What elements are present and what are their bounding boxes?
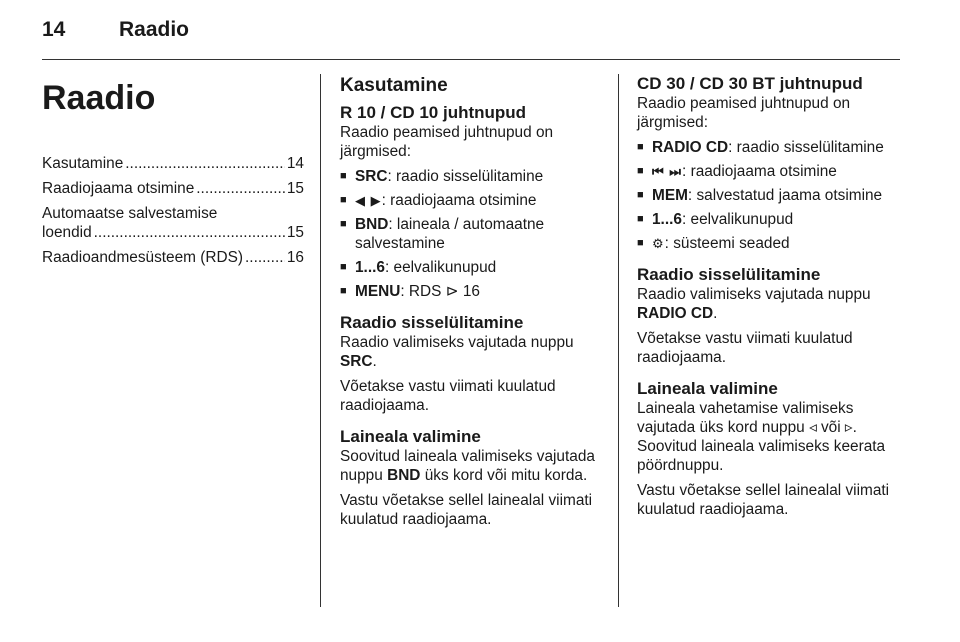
button-name: SRC	[340, 353, 373, 370]
subsection-heading-band: Laineala valimine	[637, 379, 778, 398]
band-note: Vastu võetakse sellel lainealal viimati kuulatud raadiojaama.	[340, 492, 593, 528]
control-desc: : RDS ⊳ 16	[400, 283, 480, 300]
control-item	[340, 167, 606, 186]
controls-intro: Raadio peamised juhtnupud on järgmised:	[637, 95, 851, 131]
control-desc: : raadio sisselülitamine	[387, 168, 544, 185]
toc-entry[interactable]	[42, 179, 304, 198]
control-desc: : raadio sisselülitamine	[728, 139, 884, 156]
toc-entry-title: Raadioandmesüsteem (RDS)	[42, 249, 244, 266]
column-divider-1	[320, 74, 321, 607]
button-name: BND	[387, 467, 421, 484]
content-column-2	[340, 74, 606, 541]
seek-skip-icon: ⏮ ⏭	[652, 164, 683, 179]
button-name: RADIO CD	[637, 305, 714, 322]
control-key: BND	[355, 216, 389, 233]
switch-on-note: Võetakse vastu viimati kuulatud raadiojaama.	[340, 378, 556, 414]
toc-entry-page: 15	[286, 224, 304, 241]
subsection-heading-controls: CD 30 / CD 30 BT juhtnupud	[637, 74, 863, 93]
control-item	[637, 186, 905, 205]
control-item	[637, 210, 905, 229]
toc-column	[42, 74, 304, 273]
band-section	[637, 379, 905, 519]
section-heading-kasutamine: Kasutamine	[340, 75, 448, 96]
control-desc: : süsteemi seaded	[664, 235, 790, 252]
switch-on-text: Raadio valimiseks vajutada nuppu RADIO CD.	[637, 286, 871, 322]
toc-entry[interactable]	[42, 154, 304, 173]
toc-entry-title: Kasutamine	[42, 155, 124, 172]
control-item	[637, 162, 905, 181]
switch-on-text: Raadio valimiseks vajutada nuppu SRC.	[340, 334, 574, 370]
toc-leader-dots	[125, 154, 285, 173]
toc-leader-dots	[196, 179, 285, 198]
toc-entry[interactable]	[42, 248, 304, 267]
seek-arrows-icon: ◀ ▶	[355, 193, 382, 208]
content-column-3	[637, 74, 905, 531]
header-divider	[42, 59, 900, 60]
subsection-heading-controls: R 10 / CD 10 juhtnupud	[340, 103, 527, 122]
band-note: Vastu võetakse sellel lainealal viimati kuulatud raadiojaama.	[637, 482, 890, 518]
table-of-contents	[42, 154, 304, 267]
control-key: MENU	[355, 283, 401, 300]
toc-leader-dots	[94, 223, 285, 242]
toc-entry-title-line1: Automaatse salvestamise	[42, 205, 218, 222]
toc-entry[interactable]	[42, 204, 304, 242]
controls-section-r10	[340, 103, 606, 301]
control-item	[637, 234, 905, 253]
control-desc: : salvestatud jaama otsimine	[687, 187, 883, 204]
control-item	[340, 191, 606, 210]
switch-on-note: Võetakse vastu viimati kuulatud raadiojaama.	[637, 330, 853, 366]
settings-icon: ⚙	[652, 236, 665, 251]
controls-section-cd30	[637, 74, 905, 253]
control-desc: : laineala / automaatne salvestamine	[355, 216, 545, 252]
control-key: RADIO CD	[652, 139, 729, 156]
control-key: MEM	[652, 187, 688, 204]
control-item	[340, 215, 606, 253]
control-item	[340, 258, 606, 277]
subsection-heading-band: Laineala valimine	[340, 427, 481, 446]
toc-entry-title: Raadiojaama otsimine	[42, 180, 195, 197]
control-key: SRC	[355, 168, 388, 185]
control-item	[637, 138, 905, 157]
control-key: 1...6	[355, 259, 385, 276]
toc-entry-page: 15	[286, 180, 304, 197]
control-desc: : raadiojaama otsimine	[682, 163, 837, 180]
chapter-title: Raadio	[42, 79, 156, 117]
toc-entry-page: 14	[286, 155, 304, 172]
toc-entry-title: loendid	[42, 224, 92, 241]
page-section-title: Raadio	[119, 18, 190, 41]
toc-entry-page: 16	[286, 249, 304, 266]
control-desc: : eelvalikunupud	[681, 211, 794, 228]
control-item	[340, 282, 606, 301]
toc-leader-dots	[245, 248, 285, 267]
control-key: 1...6	[652, 211, 682, 228]
controls-list	[637, 138, 905, 253]
control-desc: : eelvalikunupud	[384, 259, 497, 276]
page-number: 14	[42, 18, 66, 41]
band-section	[340, 427, 606, 529]
subsection-heading-switch-on: Raadio sisselülitamine	[340, 313, 524, 332]
column-divider-2	[618, 74, 619, 607]
subsection-heading-switch-on: Raadio sisselülitamine	[637, 265, 821, 284]
controls-intro: Raadio peamised juhtnupud on järgmised:	[340, 124, 554, 160]
band-text: Soovitud laineala valimiseks vajutada nuppu BND üks kord või mitu korda.	[340, 448, 595, 484]
control-desc: : raadiojaama otsimine	[381, 192, 537, 209]
switch-on-section	[340, 313, 606, 415]
switch-on-section	[637, 265, 905, 367]
controls-list	[340, 167, 606, 301]
band-text: Laineala vahetamise valimiseks vajutada üks kord nuppu ◃ või ▹. Soovitud laineala valimiseks keerata pöördnuppu.	[637, 400, 886, 474]
